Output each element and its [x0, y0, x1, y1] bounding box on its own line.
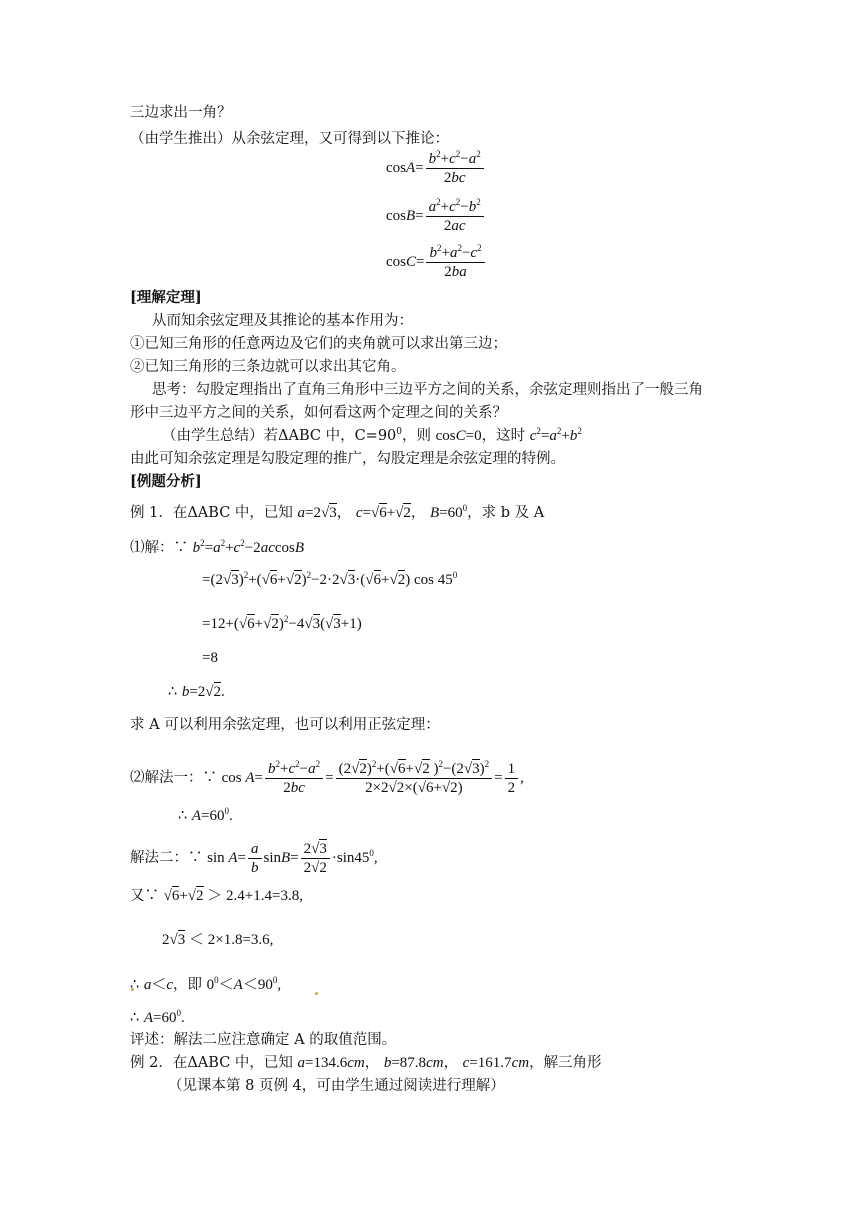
formula-cosC: cosC= $\frac{b^2+a^2-c^2}{2ba}$ — [386, 244, 487, 281]
solution-3: 解法二：∵ sin A= $\frac{a}{b}$ sinB= $\frac{2√3}{2√2}$ $\cdot\sin 45^0$, — [130, 841, 378, 876]
text-line: 从而知余弦定理及其推论的基本作用为： — [152, 313, 413, 329]
solution-2: ⑵解法一：∵ cos A= $\frac{b^2+c^2-a^2}{2bc}$ = $\frac{(2√2)^2+(√6+√2 )^2-(2√3)^2}{2\times 2√2\times(√6+√2)}$ = $\frac{1}{2}$ , — [130, 759, 524, 796]
solution-result: ∴ $A=60^0$. — [130, 1008, 185, 1026]
solution-1: ⑴解：∵ $b^2=a^2+c^2-2accosB$ — [130, 538, 305, 556]
text-line: 思考：勾股定理指出了直角三角形中三边平方之间的关系，余弦定理则指出了一般三角 — [152, 382, 703, 398]
formula-cosA: cosA= $\frac{b^2+c^2-a^2}{2bc}$ — [386, 150, 486, 187]
mark-dot — [315, 992, 318, 995]
inequality-2: 2√3 ＜ 2×1.8=3.6, — [162, 932, 274, 948]
text-line: ②已知三角形的三条边就可以求出其它角。 — [130, 359, 406, 375]
section-heading: [例题分析] — [130, 473, 202, 490]
solution-step: =8 — [202, 650, 218, 666]
text-line: 评述：解法二应注意确定 A 的取值范围。 — [130, 1032, 397, 1048]
text-line: ①已知三角形的任意两边及它们的夹角就可以求出第三边； — [130, 336, 507, 352]
example-2: 例 2．在ΔABC 中，已知 a=134.6cm， b=87.8cm， c=161.7cm，解三角形 — [130, 1055, 602, 1071]
text-line: 三边求出一角？ — [130, 105, 232, 121]
text-line: 由此可知余弦定理是勾股定理的推广，勾股定理是余弦定理的特例。 — [130, 451, 565, 467]
formula-cosB: cosB= $\frac{a^2+c^2-b^2}{2ac}$ — [386, 198, 486, 235]
section-heading: [理解定理] — [130, 289, 202, 306]
summary-line: （由学生总结）若ΔABC 中，$C=90^0$，则 cosC=0，这时 $c^2=a^2+b^2$ — [162, 426, 582, 444]
range-line: ∴ a＜c，即 $0^0<A<90^0$, — [130, 975, 282, 993]
text-line: 求 A 可以利用余弦定理，也可以利用正弦定理： — [130, 717, 440, 733]
solution-result: ∴ $A=60^0$. — [178, 806, 233, 824]
solution-step: $=(2√3)^2+(√6+√2)^2-2\cdot 2√3\cdot(√6+√2)$ $\cos 45^0$ — [202, 570, 458, 588]
solution-step: $=12+(√6+√2)^2-4√3(√3+1)$ — [202, 614, 362, 632]
text-line: （由学生推出）从余弦定理，又可得到以下推论： — [130, 131, 449, 147]
text-line: 形中三边平方之间的关系，如何看这两个定理之间的关系？ — [130, 405, 507, 421]
text-line: （见课本第 8 页例 4，可由学生通过阅读进行理解） — [168, 1078, 505, 1094]
inequality-1: 又∵ √6+√2 ＞ 2.4+1.4=3.8, — [130, 888, 303, 904]
example-1-line: 例 1．在ΔABC 中，已知 a=2√3， c=√6+√2， $B=60^0$，求 b 及 A — [130, 503, 690, 523]
solution-result: ∴ b=2√2. — [168, 684, 225, 700]
